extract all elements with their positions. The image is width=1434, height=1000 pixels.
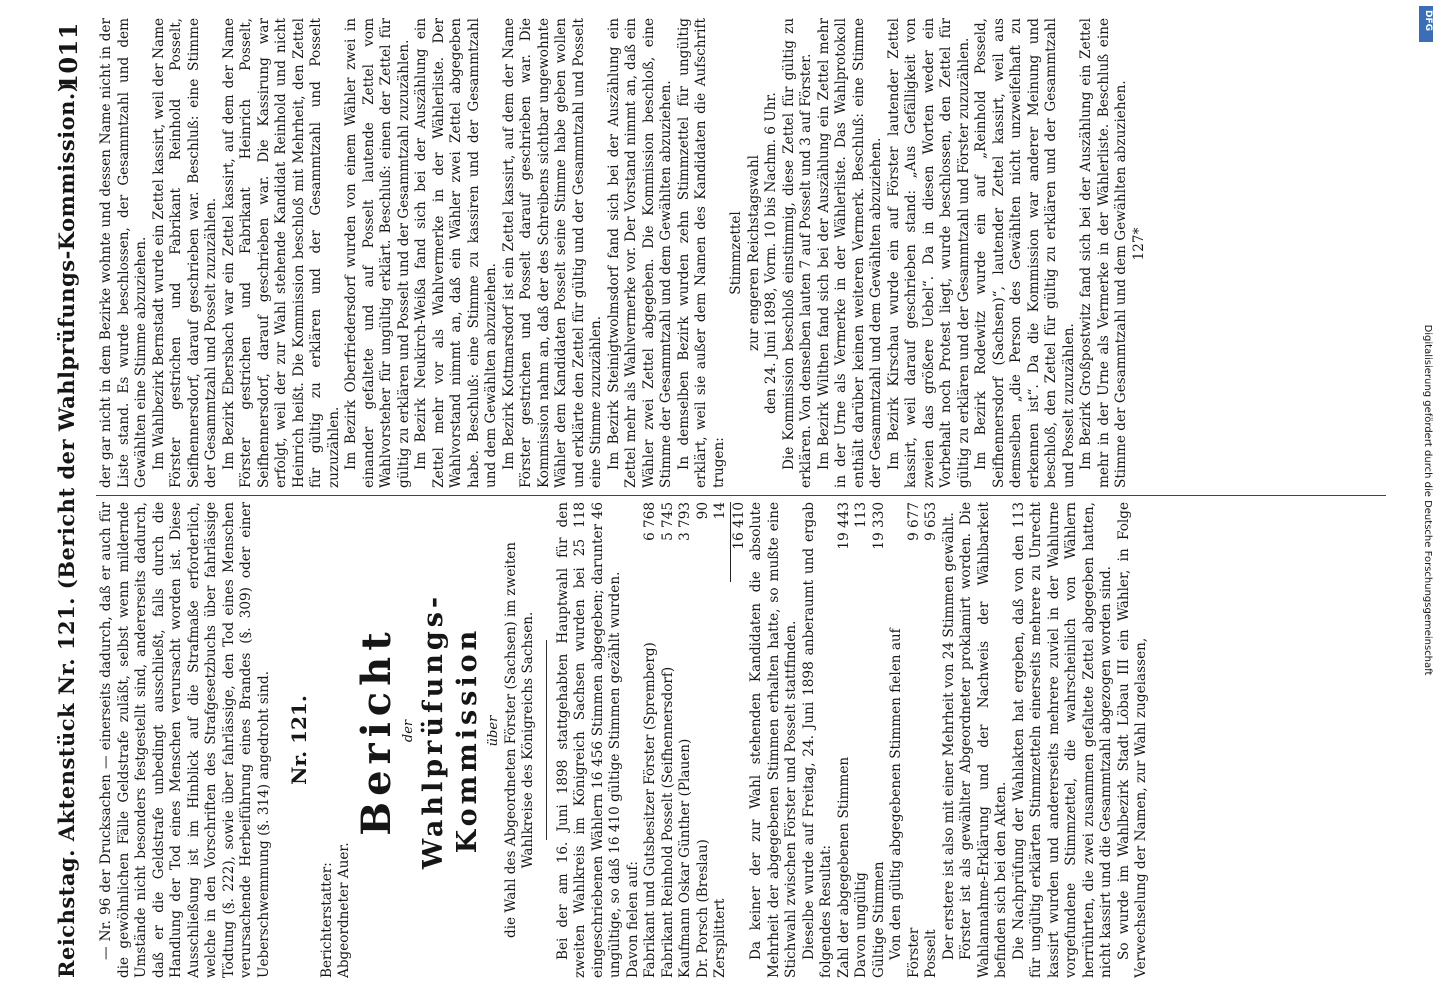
- vote-name: Fabrikant und Gutsbesitzer Förster (Spremberg): [642, 642, 658, 978]
- review-paragraph: Die Nachprüfung der Wahlakten hat ergeben, daß von den 113 für ungültig erklärten Stimmzetteln einerseits mehrere zu Unrecht kassirt wurden und andererseits mehrere zuviel in der Wahlurne vorgefundene Stimmzettel, die wahrscheinlich von Wählern herrührten, die zwei zusammen gefaltete Zettel abgegeben hatten, nicht kassirt und die Gesammtzahl abgezogen worden sind.: [1010, 502, 1114, 978]
- title-ueber: über: [486, 715, 501, 747]
- vote-count: 6 768: [642, 502, 658, 541]
- runoff-date-paragraph: Dieselbe wurde auf Freitag, 24. Juni 1898 anberaumt und ergab folgendes Resultat:: [800, 502, 834, 978]
- paragraph: Im Bezirk Neukirch-Weißa fand sich bei der Auszählung ein Zettel mehr vor als Wahlvermerke in der Wählerliste. Der Wahlvorstand nimmt an, daß ein Wähler zwei Zettel abgegeben habe. Beschluß: eine Stimme zu kassiren und der Gesammtzahl und dem Gewählten abzuziehen.: [413, 18, 499, 488]
- paragraph: Im Bezirk Rodewitz wurde ein auf „Reinhold Posseld, Seifhennersdorf (Sachsen)“, lautender Zettel kassirt, weil aus demselben „die Person des Gewählten nicht unzweifelhaft zu erkennen ist“. Da die Kommission war anderer Meinung und beschloß, den Zettel für gültig zu erklären und der Gesammtzahl und Posselt zuzuzählen.: [973, 18, 1077, 488]
- result-row: [871, 502, 889, 978]
- majority-paragraph: Der erstere ist also mit einer Mehrheit von 24 Stimmen gewählt.: [940, 512, 957, 960]
- paragraph: Im Bezirk Ebersbach war ein Zettel kassirt, auf dem der Name Förster gestrichen und Fabrikant Heinrich Posselt, Seifhennersdorf, darauf geschrieben war. Die Kassirung war erfolgt, weil der zur Wahl stehende Kandidat Reinhold und nicht Heinrich heißt. Die Kommission beschloß mit Mehrheit, den Zettel für gültig zu erklären und der Gesammtzahl und Posselt zuzuzählen.: [220, 18, 342, 488]
- paragraph: Die Kommission beschloß einstimmig, diese Zettel für gültig zu erklären. Von denselben lauten 7 auf Posselt und 3 auf Förster.: [780, 18, 814, 488]
- ballot-quote-line: zur engeren Reichstagswahl: [745, 155, 762, 351]
- result-value: 113: [853, 502, 869, 528]
- paragraph: Im Bezirk Großpostwitz fand sich bei der Auszählung ein Zettel mehr in der Urne als Vermerke in der Wählerliste. Beschluß eine Stimme der Gesammtzahl und dem Gewählten abzuziehen.: [1078, 18, 1129, 488]
- vote-row: [695, 502, 713, 978]
- stichwahl-row: [906, 502, 924, 978]
- paragraph: Im Wahlbezirk Bernstadt wurde ein Zettel kassirt, weil der Name Förster gestrichen und Fabrikant Reinhold Posselt, Seifhennersdorf, darauf geschrieben war. Beschluß: eine Stimme der Gesammtzahl und Posselt zuzuzählen.: [150, 18, 219, 488]
- result-row: [836, 502, 854, 978]
- reporter-name: Abgeordneter Auer.: [336, 842, 352, 978]
- result-value: 19 330: [870, 502, 887, 550]
- result-value: 19 443: [835, 502, 852, 550]
- paragraph: Im Bezirk Oberfriedersdorf wurden von einem Wähler zwei in einander gefaltete und auf Posselt lautende Zettel vom Wahlvorsteher für ungültig erklärt. Beschluß: einen der Zettel für gültig zu erklären und Posselt und der Gesammtzahl zuzuzählen.: [343, 18, 412, 488]
- loebau-paragraph: So wurde im Wahlbezirk Stadt Löbau III ein Wähler, in Folge Verwechselung der Namen, zur Wahl zugelassen,: [1115, 502, 1149, 978]
- scanned-page: [40, 0, 1415, 1000]
- main-election-paragraph: Bei der am 16. Juni 1898 stattgehabten Hauptwahl für den zweiten Wahlkreis im Königreich Sachsen wurden bei 25 118 eingeschriebenen Wählern 16 456 Stimmen abgegeben; darunter 46 ungültige, so daß 16 410 gültige Stimmen gezählt wurden.: [554, 502, 623, 978]
- paragraph: Im Bezirk Kirschau wurde ein auf Förster lautender Zettel kassirt, weil darauf geschrieben stand: „Aus Gefälligkeit von zweien das größere Uebel“. Da in diesen Worten weder ein Vorbehalt noch Protest liegt, wurde beschlossen, den Zettel für gültig zu erklären und der Gesammtzahl und Förster zuzuzählen.: [885, 18, 972, 488]
- column-divider: [96, 495, 1386, 496]
- vote-count: 5 745: [659, 502, 676, 541]
- page-number: 1011: [54, 22, 83, 91]
- stichwahl-row: [923, 502, 941, 978]
- result-label: Zahl der abgegebenen Stimmen: [835, 756, 852, 978]
- vote-name: Kaufmann Oskar Günther (Plauen): [677, 738, 693, 978]
- ballot-quote-line: Stimmzettel: [728, 211, 744, 295]
- document-number: Nr. 121.: [287, 695, 311, 785]
- candidate-name: Posselt: [923, 929, 939, 978]
- vote-row: [660, 502, 678, 978]
- votes-label: Davon fielen auf:: [624, 861, 641, 978]
- dfg-logo: [1419, 6, 1433, 42]
- vote-row: [642, 502, 660, 978]
- report-title: Bericht: [352, 626, 400, 836]
- ballot-quote-line: den 24. Juni 1898, Vorm. 10 bis Nachm. 6 Uhr.: [763, 92, 779, 414]
- result-label: Davon ungültig: [853, 872, 869, 978]
- right-column: [98, 18, 1405, 488]
- funding-note: Digitalisierung gefördert durch die Deutsche Forschungsgemeinschaft: [1422, 324, 1433, 676]
- proclamation-paragraph: Förster ist als gewählter Abgeordneter proklamirt worden. Die Wahlannahme-Erklärung und der Nachweis der Wählbarkeit befinden sich bei den Akten.: [958, 502, 1009, 978]
- dfg-logo-text: DFG: [1423, 10, 1433, 32]
- vote-name: Fabrikant Reinhold Posselt (Seifhennersdorf): [659, 666, 676, 978]
- votes-total: 16 410: [730, 502, 749, 582]
- title-rule: [546, 640, 547, 840]
- vote-count: 90: [694, 502, 711, 520]
- funding-sidebar: [1420, 0, 1434, 1000]
- left-column: [98, 502, 1405, 978]
- vote-count: 3 793: [677, 502, 693, 541]
- paragraph: Im Bezirk Kottmarsdorf ist ein Zettel kassirt, auf dem der Name Förster gestrichen und Posselt darauf geschrieben war. Die Kommission nahm an, daß der des Schreibens sichtbar ungewohnte Wähler dem Kandidaten Posselt seine Stimme habe geben wollen und erklärte den Zettel für gültig und der Gesammtzahl und Posselt eine Stimme zuzuzählen.: [500, 18, 604, 488]
- vote-row: [712, 502, 730, 978]
- vote-name: Zersplittert: [712, 898, 728, 978]
- candidate-votes: 9 677: [905, 502, 922, 541]
- running-head: Reichstag. Aktenstück Nr. 121. (Bericht der Wahlprüfungs-Kommission.): [54, 81, 79, 978]
- valid-votes-paragraph: Von den gültig abgegebenen Stimmen fielen auf: [888, 628, 904, 960]
- commission-title: Wahlprüfungs-Kommission: [418, 592, 483, 870]
- signature-mark: 127*: [1130, 227, 1147, 261]
- paragraph: Im Bezirk Wilthen fand sich bei der Auszählung ein Zettel mehr in der Urne als Vermerke in der Wählerliste. Das Wahlprotokoll enthält darüber keinen weiteren Vermerk. Beschluß: eine Stimme der Gesammtzahl und dem Gewählten abzuziehen.: [815, 18, 884, 488]
- title-der: der: [400, 719, 416, 743]
- result-row: [853, 502, 871, 978]
- paragraph: Im Bezirk Steinigtwolmsdorf fand sich bei der Auszählung ein Zettel mehr als Wahlvermerke vor. Der Vorstand nimmt an, daß ein Wähler zwei Zettel abgegeben. Die Kommission beschloß, eine Stimme der Gesammtzahl und dem Gewählten abzuziehen.: [605, 18, 674, 488]
- runoff-paragraph: Da keiner der zur Wahl stehenden Kandidaten die absolute Mehrheit der abgegebenen Stimmen erhalten hatte, so mußte eine Stichwahl zwischen Förster und Posselt stattfinden.: [748, 502, 799, 978]
- candidate-name: Förster: [905, 927, 922, 978]
- paragraph: der gar nicht in dem Bezirke wohnte und dessen Name nicht in der Liste stand. Es wurde beschlossen, der Gesammtzahl und dem Gewählten eine Stimme abzuziehen.: [98, 18, 149, 488]
- paragraph: In demselben Bezirk wurden zehn Stimmzettel für ungültig erklärt, weil sie außer dem Namen des Kandidaten die Aufschrift trugen:: [675, 18, 727, 488]
- page-header: [54, 22, 88, 978]
- rotated-page-content: [40, 0, 1415, 1000]
- report-subject: die Wahl des Abgeordneten Förster (Sachsen) im zweiten Wahlkreise des Königreichs Sachsen.: [502, 542, 536, 938]
- result-label: Gültige Stimmen: [870, 861, 887, 978]
- vote-row: [677, 502, 695, 978]
- reporter-label: Berichterstatter:: [318, 862, 335, 978]
- candidate-votes: 9 653: [923, 502, 939, 541]
- intro-paragraph: — Nr. 96 der Drucksachen — einerseits dadurch, daß er auch für die gewöhnlichen Fälle Geldstrafe zuläßt, selbst wenn mildernde Umstände nicht besonders festgestellt sind, andererseits dadurch, daß er die Geldstrafe unbedingt ausschließt, falls durch die Handlung der Tod eines Menschen verursacht worden ist. Diese Ausschließung ist im Hinblick auf die Strafmaße erforderlich, welche in den Vorschriften des Strafgesetzbuchs über fahrlässige Tödtung (§. 222), sowie über fahrlässige, den Tod eines Menschen verursachende Herbeiführung eines Brandes (§. 309) oder einer Ueberschwemmung (§. 314) angedroht sind.: [98, 502, 272, 978]
- vote-name: Dr. Porsch (Breslau): [694, 839, 711, 978]
- vote-count: 14: [712, 502, 728, 520]
